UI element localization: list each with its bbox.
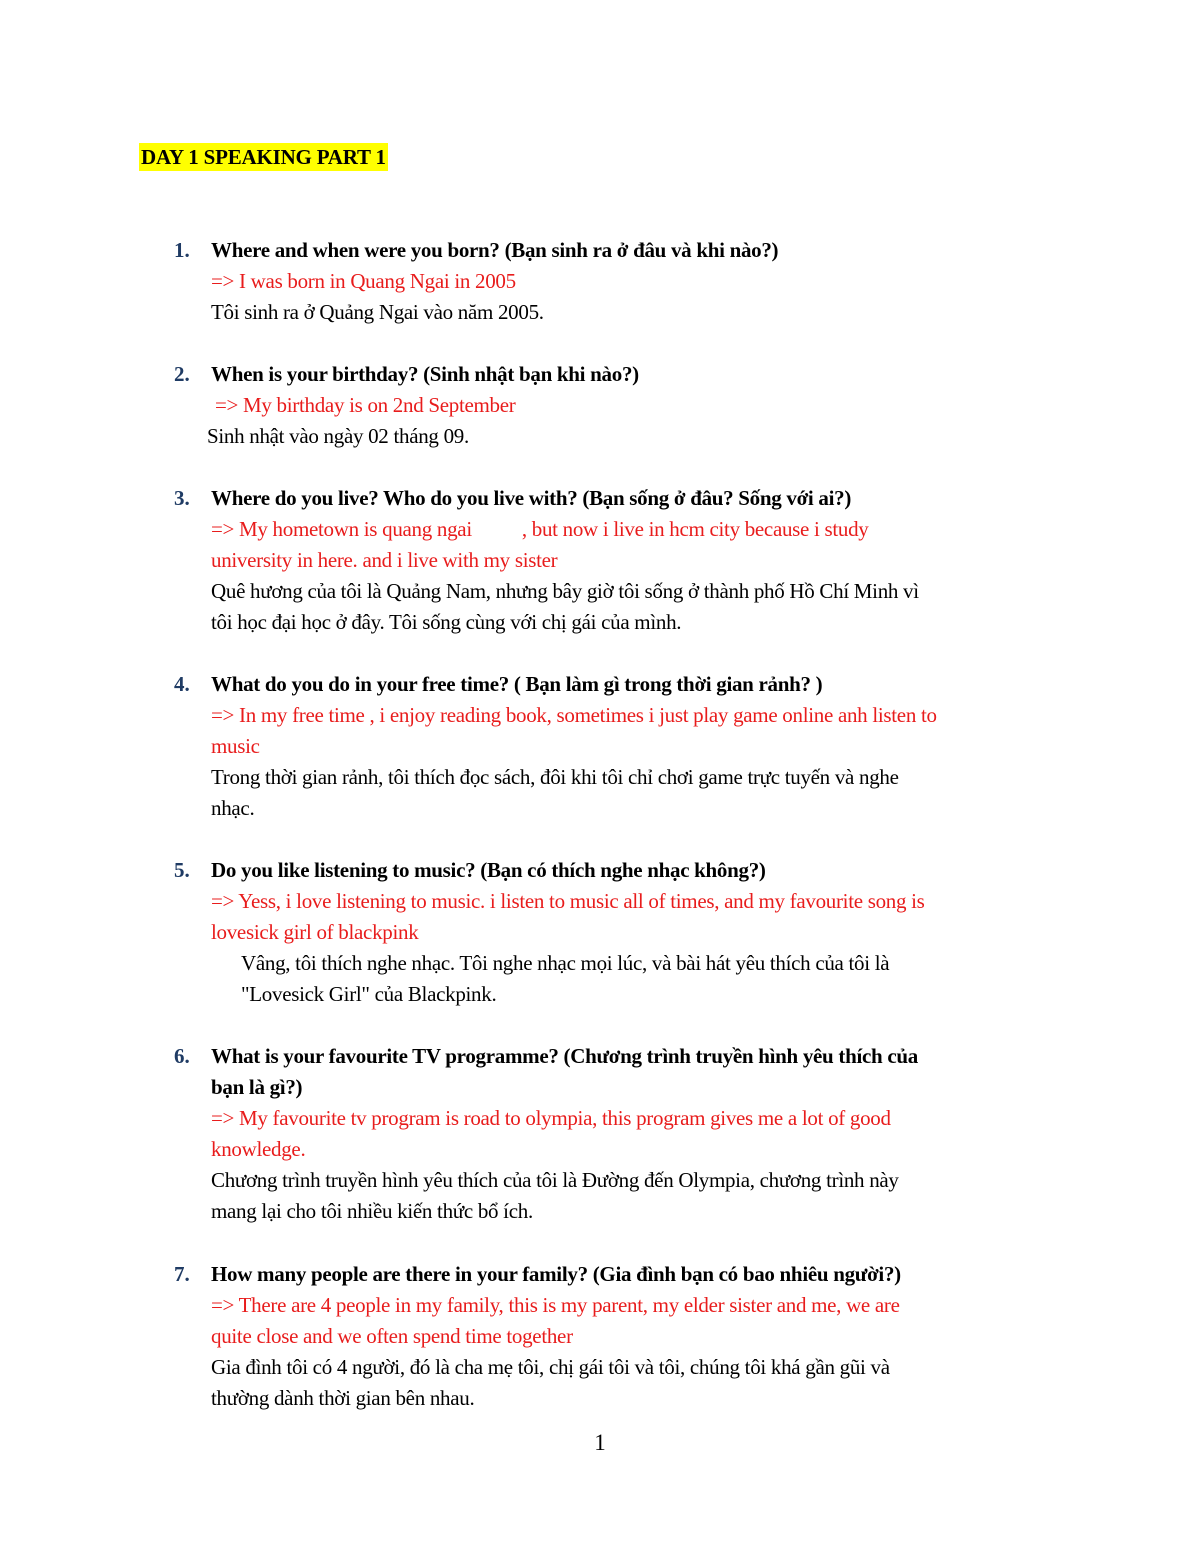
item-body xyxy=(211,235,1071,328)
answer-text-continued: quite close and we often spend time together xyxy=(211,1324,573,1348)
page-number: 1 xyxy=(594,1430,606,1455)
answer-part-2: , but now i live in hcm city because i study xyxy=(521,517,869,541)
translation-text-continued: tôi học đại học ở đây. Tôi sống cùng với chị gái của mình. xyxy=(211,610,682,634)
answer-text-continued: knowledge. xyxy=(211,1137,306,1161)
answer-text: => I was born in Quang Ngai in 2005 xyxy=(211,269,516,293)
translation-text-continued: thường dành thời gian bên nhau. xyxy=(211,1386,475,1410)
item-body xyxy=(211,1041,1071,1227)
item-body xyxy=(211,855,1071,1010)
answer-text-continued: lovesick girl of blackpink xyxy=(211,920,419,944)
item-body xyxy=(211,669,1071,824)
translation-text: Tôi sinh ra ở Quảng Ngai vào năm 2005. xyxy=(211,300,544,324)
translation-text: Chương trình truyền hình yêu thích của tôi là Đường đến Olympia, chương trình này xyxy=(211,1168,899,1192)
document-title: DAY 1 SPEAKING PART 1 xyxy=(141,145,386,169)
item-number: 5. xyxy=(174,858,190,882)
translation-text: Quê hương của tôi là Quảng Nam, nhưng bây giờ tôi sống ở thành phố Hồ Chí Minh vì xyxy=(211,579,919,603)
item-body xyxy=(207,359,1071,452)
item-number: 3. xyxy=(174,486,190,510)
answer-text xyxy=(211,514,1071,545)
translation-text: Gia đình tôi có 4 người, đó là cha mẹ tôi, chị gái tôi và tôi, chúng tôi khá gần gũi và xyxy=(211,1355,890,1379)
translation-text: Trong thời gian rảnh, tôi thích đọc sách, đôi khi tôi chỉ chơi game trực tuyến và nghe xyxy=(211,765,899,789)
question-text: How many people are there in your family? (Gia đình bạn có bao nhiêu người?) xyxy=(211,1262,901,1286)
question-text: Where do you live? Who do you live with? (Bạn sống ở đâu? Sống với ai?) xyxy=(211,486,852,510)
translation-text-continued: mang lại cho tôi nhiều kiến thức bổ ích. xyxy=(211,1199,533,1223)
answer-text-continued: university in here. and i live with my sister xyxy=(211,548,558,572)
item-number: 1. xyxy=(174,238,190,262)
question-text: What is your favourite TV programme? (Chương trình truyền hình yêu thích của xyxy=(211,1044,918,1068)
question-text: Where and when were you born? (Bạn sinh ra ở đâu và khi nào?) xyxy=(211,238,779,262)
translation-text-continued: nhạc. xyxy=(211,796,255,820)
translation-text: Vâng, tôi thích nghe nhạc. Tôi nghe nhạc mọi lúc, và bài hát yêu thích của tôi là xyxy=(241,951,890,975)
item-body xyxy=(211,1259,1071,1414)
answer-text: => My birthday is on 2nd September xyxy=(215,393,516,417)
question-text: What do you do in your free time? ( Bạn làm gì trong thời gian rảnh? ) xyxy=(211,672,823,696)
question-text: When is your birthday? (Sinh nhật bạn khi nào?) xyxy=(211,362,639,386)
answer-text: => There are 4 people in my family, this is my parent, my elder sister and me, we are xyxy=(211,1293,900,1317)
item-number: 4. xyxy=(174,672,190,696)
item-number: 2. xyxy=(174,362,190,386)
question-text-continued: bạn là gì?) xyxy=(211,1075,303,1099)
question-text: Do you like listening to music? (Bạn có thích nghe nhạc không?) xyxy=(211,858,766,882)
answer-text: => My favourite tv program is road to olympia, this program gives me a lot of good xyxy=(211,1106,891,1130)
answer-text-continued: music xyxy=(211,734,260,758)
item-number: 7. xyxy=(174,1262,190,1286)
item-number: 6. xyxy=(174,1044,190,1068)
answer-text: => In my free time , i enjoy reading book, sometimes i just play game online anh listen to xyxy=(211,703,937,727)
answer-part-1: => My hometown is quang ngai xyxy=(211,517,472,541)
translation-text: Sinh nhật vào ngày 02 tháng 09. xyxy=(207,424,469,448)
answer-text: => Yess, i love listening to music. i listen to music all of times, and my favourite song is xyxy=(211,889,925,913)
item-body xyxy=(211,483,1071,638)
translation-text-continued: "Lovesick Girl" của Blackpink. xyxy=(241,982,497,1006)
